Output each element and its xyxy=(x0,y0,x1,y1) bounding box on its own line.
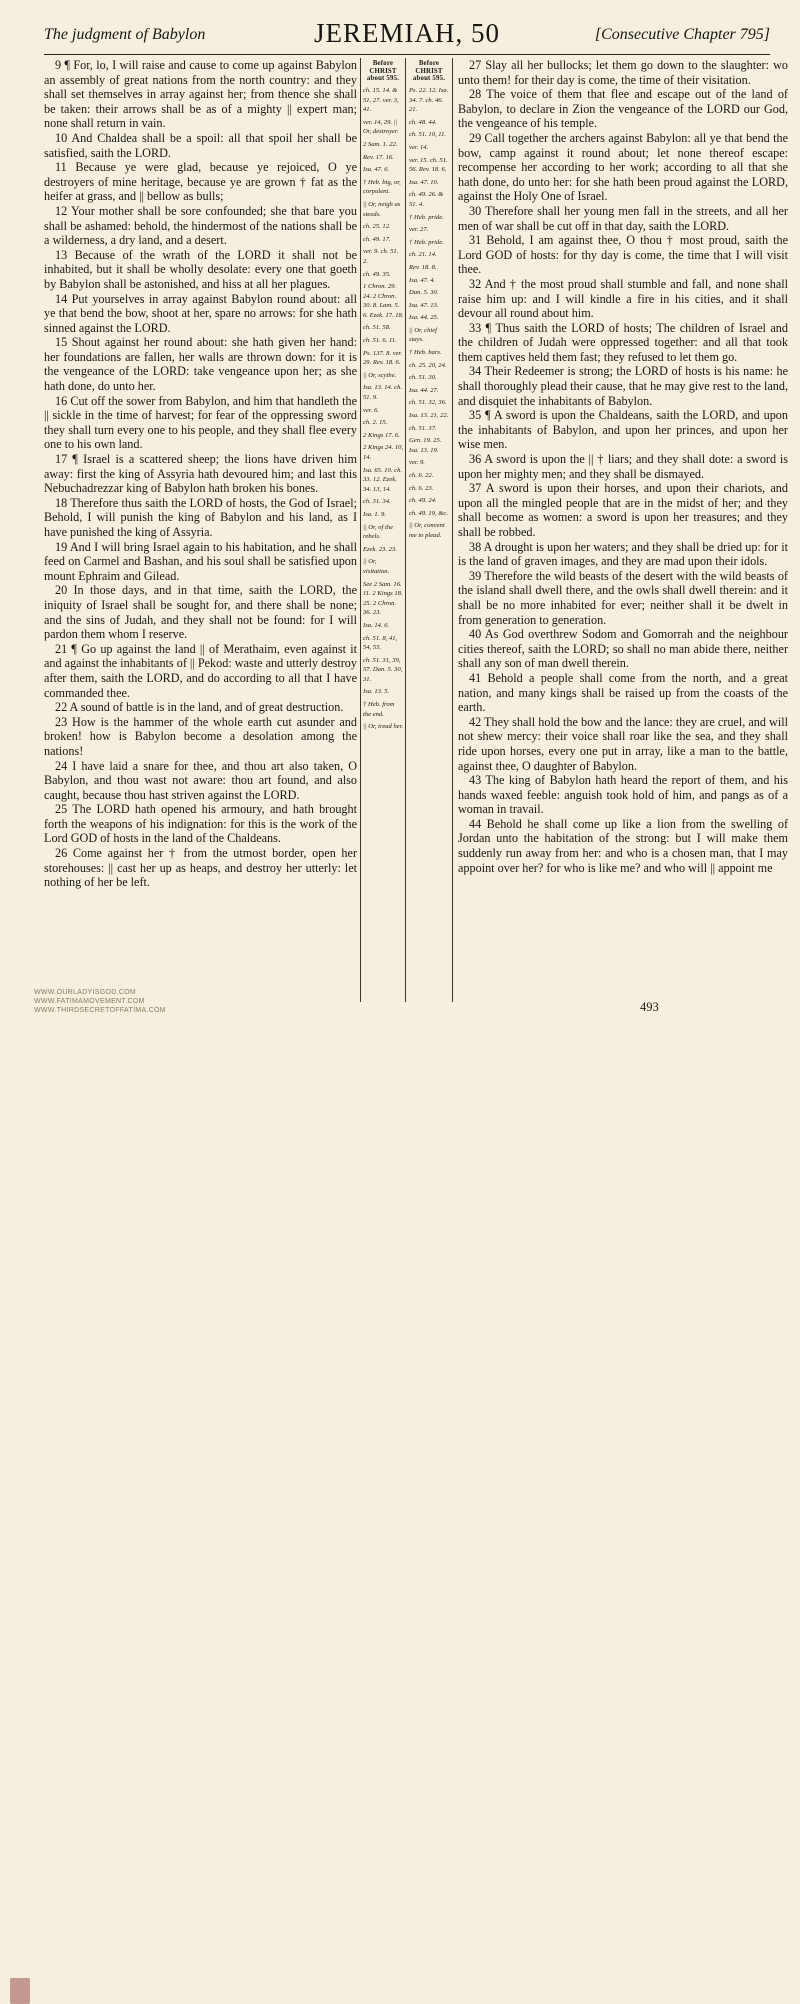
cross-reference: Isa. 65. 10. ch. 33. 12. Ezek. 34. 13, 14. xyxy=(363,466,403,493)
cross-reference: ch. 25. 12. xyxy=(363,223,391,231)
verse: 15 Shout against her round about: she hath given her hand: her foundations are fallen, her walls are thrown down: for it is the vengeance of the LORD: take vengeance upon her; as she hath done, do unto her. xyxy=(44,335,357,394)
cross-reference: || Or, convent me to plead. xyxy=(409,522,445,539)
cross-reference: Ezek. 23. 23. xyxy=(363,545,397,553)
verse: 17 ¶ Israel is a scattered sheep; the lions have driven him away: first the king of Assyria hath devoured him; and last this Nebuchadrezzar king of Babylon hath broken his bones. xyxy=(44,452,357,496)
cross-reference: ch. 21. 14. xyxy=(409,251,437,259)
cross-reference: || Or, scythe. xyxy=(363,371,397,379)
watermark-line: WWW.OURLADYISGOD.COM xyxy=(34,989,137,996)
cross-reference: Isa. 13. 5. xyxy=(363,688,390,696)
cross-reference: Isa. 47. 10. xyxy=(409,178,439,186)
column-divider-center xyxy=(405,58,406,1002)
cross-reference: Isa. 1. 9. xyxy=(363,510,386,518)
cross-reference: ch. 49. 26. & 51. 4. xyxy=(409,191,444,208)
running-head-title: JEREMIAH, 50 xyxy=(314,18,500,48)
cross-reference: See 2 Sam. 16. 11. 2 Kings 18. 25. 2 Chron. 36. 23. xyxy=(363,580,403,617)
cross-reference: Isa. 14. 6. xyxy=(363,621,390,629)
cross-reference: ch. 51. 6. 11. xyxy=(363,337,397,345)
left-text-column xyxy=(44,58,357,1003)
right-text-column xyxy=(458,58,788,1003)
cross-reference: 1 Chron. 29. 24. 2 Chron. 30. 8. Lam. 5. 6. Ezek. 17. 18. xyxy=(363,283,404,319)
cross-reference: ver. 27. xyxy=(409,226,429,234)
cross-reference: ch. 49. 19, &c. xyxy=(409,509,449,517)
running-head-left: The judgment of Babylon xyxy=(44,26,206,43)
verse: 41 Behold a people shall come from the north, and a great nation, and many kings shall be raised up from the coasts of the earth. xyxy=(458,670,788,715)
cross-reference: Isa. 13. 21, 22. xyxy=(409,412,449,420)
cross-reference: † Heb. pride. xyxy=(409,213,444,221)
cross-reference: ch. 48. 44. xyxy=(409,118,437,126)
ref-header-left: Before CHRIST about 595. xyxy=(366,60,400,83)
verse: 14 Put yourselves in array against Babylon round about: all ye that bend the bow, shoot at her, spare no arrows: for she hath sinned against the LORD. xyxy=(44,291,357,335)
cross-reference: Isa. 47. 4. xyxy=(409,276,436,284)
cross-reference: † Heb. big, or, corpulent. xyxy=(363,178,401,196)
margin-references-right xyxy=(409,86,451,1001)
cross-reference: ch. 25. 20, 24. xyxy=(409,361,447,369)
cross-reference: ch. 15. 14. & 51. 27. ver. 3, 41. xyxy=(363,87,399,114)
cross-reference: ch. 2. 15. xyxy=(363,419,388,427)
cross-reference: ch. 51. 8, 41, 54, 55. xyxy=(363,634,398,652)
cross-reference: ch. 31. 34. xyxy=(363,498,391,506)
verse: 21 ¶ Go up against the land || of Merathaim, even against it and against the inhabitants of || Pekod: waste and utterly destroy after them, saith the LORD, and do according to all that I have commanded thee. xyxy=(44,641,357,700)
verse: 34 Their Redeemer is strong; the LORD of hosts is his name: he shall thoroughly plead their cause, that he may give rest to the land, and disquiet the inhabitants of Babylon. xyxy=(458,364,788,408)
page-number: 493 xyxy=(640,1000,659,1014)
verse: 24 I have laid a snare for thee, and thou art also taken, O Babylon, and thou wast not aware: thou art found, and also caught, because thou hast striven against the LORD. xyxy=(44,758,357,802)
cross-reference: ch. 51. 37. xyxy=(409,424,437,432)
verse: 23 How is the hammer of the whole earth cut asunder and broken! how is Babylon become a desolation among the nations! xyxy=(44,714,357,758)
verse: 32 And † the most proud shall stumble and fall, and none shall raise him up: and I will kindle a fire in his cities, and it shall devour all round about him. xyxy=(458,276,788,321)
verse: 13 Because of the wrath of the LORD it shall not be inhabited, but it shall be wholly desolate: every one that goeth by Babylon shall be astonished, and hiss at all her plagues. xyxy=(44,247,357,291)
running-head-right: [Consecutive Chapter 795] xyxy=(594,26,770,43)
cross-reference: Isa. 47. 6. xyxy=(363,166,390,174)
cross-reference: 2 Kings 17. 6. xyxy=(363,431,400,439)
cross-reference: Ps. 22. 12. Isa. 34. 7. ch. 46. 21. xyxy=(409,87,449,114)
cross-reference: ch. 51. 30. xyxy=(409,374,437,382)
watermark-line: WWW.FATIMAMOVEMENT.COM xyxy=(34,998,145,1005)
margin-references-left xyxy=(363,86,404,1001)
verse: 22 A sound of battle is in the land, and of great destruction. xyxy=(55,700,344,715)
cross-reference: ch. 49. 35. xyxy=(363,270,391,278)
cross-reference: Isa. 47. 13. xyxy=(409,301,439,309)
verse: 42 They shall hold the bow and the lance: they are cruel, and will not shew mercy: their voice shall roar like the sea, and they shall ride upon horses, every one put in array, like a man to the battle, against thee, O daughter of Babylon. xyxy=(458,714,788,773)
cross-reference: || Or, chief stays. xyxy=(409,326,437,344)
cross-reference: Gen. 19. 25. Isa. 13. 19. xyxy=(409,437,442,454)
page-header xyxy=(44,18,770,55)
verse: 12 Your mother shall be sore confounded; she that bare you shall be ashamed: behold, the hindermost of the nations shall be a wilderness, a dry land, and a desert. xyxy=(44,203,357,248)
ref-header-right: Before CHRIST about 595. xyxy=(412,60,446,83)
cross-reference: ch. 51. 58. xyxy=(363,324,391,332)
cross-reference: ver. 9. xyxy=(409,459,425,467)
verse: 36 A sword is upon the || † liars; and they shall dote: a sword is upon her mighty men; and they shall be dismayed. xyxy=(458,452,788,481)
verse: 10 And Chaldea shall be a spoil: all that spoil her shall be satisfied, saith the LORD. xyxy=(44,130,357,160)
cross-reference: Isa. 44. 25. xyxy=(409,314,439,322)
cross-reference: || Or, neigh as steeds. xyxy=(363,200,401,218)
cross-reference: † Heb. bars. xyxy=(409,349,442,357)
verse: 44 Behold he shall come up like a lion from the swelling of Jordan unto the habitation of the strong: but I will make them suddenly run away from her: and who is a chosen man, that I may appoint over her? for who is like me? and who will || appoint me xyxy=(458,816,788,875)
verse: 33 ¶ Thus saith the LORD of hosts; The children of Israel and the children of Judah were oppressed together: and all that took them captives held them fast; they refused to let them go. xyxy=(458,320,788,364)
cross-reference: || Or, of the rebels. xyxy=(363,523,393,541)
cross-reference: ver. 14, 29. || Or, destroyer. xyxy=(363,118,399,136)
verse: 9 ¶ For, lo, I will raise and cause to come up against Babylon an assembly of great nations from the north country: and they shall set themselves in array against her; from thence she shall be taken: their arrows shall be as of a mighty || expert man; none shall return in vain. xyxy=(44,58,357,131)
watermark-text xyxy=(34,988,166,1015)
cross-reference: || Or, visitation. xyxy=(363,558,390,575)
cross-reference: Dan. 5. 30. xyxy=(409,289,439,297)
verse: 26 Come against her † from the utmost border, open her storehouses: || cast her up as heaps, and destroy her utterly: let nothing of her be left. xyxy=(44,846,357,890)
verse: 19 And I will bring Israel again to his habitation, and he shall feed on Carmel and Bashan, and his soul shall be satisfied upon mount Ephraim and Gilead. xyxy=(44,539,357,583)
verse: 16 Cut off the sower from Babylon, and him that handleth the || sickle in the time of harvest; for fear of the oppressing sword they shall turn every one to his people, and they shall flee every one to his own land. xyxy=(44,393,357,452)
verse: 39 Therefore the wild beasts of the desert with the wild beasts of the island shall dwell there, and the owls shall dwell therein: and it shall be no more inhabited for ever; neither shall it be dwelt in from generation to generation. xyxy=(458,568,788,627)
cross-reference: ch. 49. 17. xyxy=(363,235,391,243)
cross-reference: 2 Sam. 1. 22. xyxy=(363,140,398,148)
verse: 27 Slay all her bullocks; let them go down to the slaughter: wo unto them! for their day is come, the time of their visitation. xyxy=(458,58,788,87)
verse: 37 A sword is upon their horses, and upon their chariots, and upon all the mingled people that are in the midst of her; and they shall become as women: a sword is upon her treasures; and they shall be robbed. xyxy=(458,481,788,539)
verse: 30 Therefore shall her young men fall in the streets, and all her men of war shall be cut off in that day, saith the LORD. xyxy=(458,203,788,233)
cross-reference: Rev. 17. 16. xyxy=(363,153,394,161)
watermark-line: WWW.THIRDSECRETOFFATIMA.COM xyxy=(34,1007,166,1014)
cross-reference: || Or, tread her. xyxy=(363,723,404,731)
cross-reference: Ps. 137. 8. ver. 29. Rev. 18. 6. xyxy=(363,349,403,367)
cross-reference: 2 Kings 24. 10, 14. xyxy=(363,444,404,461)
cross-reference: ch. 51. 32, 36. xyxy=(409,399,447,407)
verse: 38 A drought is upon her waters; and they shall be dried up: for it is the land of graven images, and they are mad upon their idols. xyxy=(458,539,788,569)
column-divider-left xyxy=(360,58,361,1002)
cross-reference: † Heb. pride. xyxy=(409,238,444,246)
verse: 18 Therefore thus saith the LORD of hosts, the God of Israel; Behold, I will punish the king of Babylon and his land, as I have punished the king of Assyria. xyxy=(44,495,357,539)
cross-reference: Isa. 44. 27. xyxy=(409,386,439,394)
cross-reference: ver. 15. ch. 51. 56. Rev. 18. 6. xyxy=(409,156,448,174)
cross-reference: ch. 49. 24. xyxy=(409,497,437,505)
verse: 31 Behold, I am against thee, O thou † most proud, saith the Lord GOD of hosts: for thy day is come, the time that I will visit thee. xyxy=(458,233,788,277)
cross-reference: ver. 14. xyxy=(409,143,429,151)
verse: 11 Because ye were glad, because ye rejoiced, O ye destroyers of mine heritage, because ye are grown † fat as the heifer at grass, and || bellow as bulls; xyxy=(44,160,357,204)
column-divider-right xyxy=(452,58,453,1002)
verse: 35 ¶ A sword is upon the Chaldeans, saith the LORD, and upon the inhabitants of Babylon, and upon her princes, and upon her wise men. xyxy=(458,408,788,452)
cross-reference: ch. 51. 10, 11. xyxy=(409,131,447,139)
cross-reference: ch. 6. 22. xyxy=(409,472,434,479)
cross-reference: ver. 6. xyxy=(363,406,379,414)
verse: 20 In those days, and in that time, saith the LORD, the iniquity of Israel shall be sought for, and there shall be none; and the sins of Judah, and they shall not be found: for I will pardon them whom I reserve. xyxy=(44,583,357,642)
verse: 28 The voice of them that flee and escape out of the land of Babylon, to declare in Zion the vengeance of the LORD our God, the vengeance of his temple. xyxy=(458,87,788,131)
cross-reference: ch. 6. 23. xyxy=(409,484,434,492)
verse: 29 Call together the archers against Babylon: all ye that bend the bow, camp against it round about; let none thereof escape: recompense her according to her work; according to all that she hath done, do unto her: for she hath been proud against the LORD, against the Holy One of Israel. xyxy=(458,130,788,204)
cross-reference: † Heb. from the end. xyxy=(363,701,395,718)
cross-reference: Isa. 13. 14. ch. 51. 9. xyxy=(363,384,403,402)
cross-reference: Rev. 18. 8. xyxy=(409,263,437,271)
cross-reference: ver. 9. ch. 51. 2. xyxy=(363,248,399,265)
verse: 43 The king of Babylon hath heard the report of them, and his hands waxed feeble: anguish took hold of him, and pangs as of a woman in travail. xyxy=(458,773,788,817)
cross-reference: ch. 51. 31, 39, 57. Dan. 5. 30, 31. xyxy=(363,656,403,683)
seal-icon xyxy=(10,1978,30,2004)
verse: 40 As God overthrew Sodom and Gomorrah and the neighbour cities thereof, saith the LORD; so shall no man abide there, neither shall any son of man dwell therein. xyxy=(458,627,788,671)
verse: 25 The LORD hath opened his armoury, and hath brought forth the weapons of his indignation: for this is the work of the Lord GOD of hosts in the land of the Chaldeans. xyxy=(44,802,357,846)
